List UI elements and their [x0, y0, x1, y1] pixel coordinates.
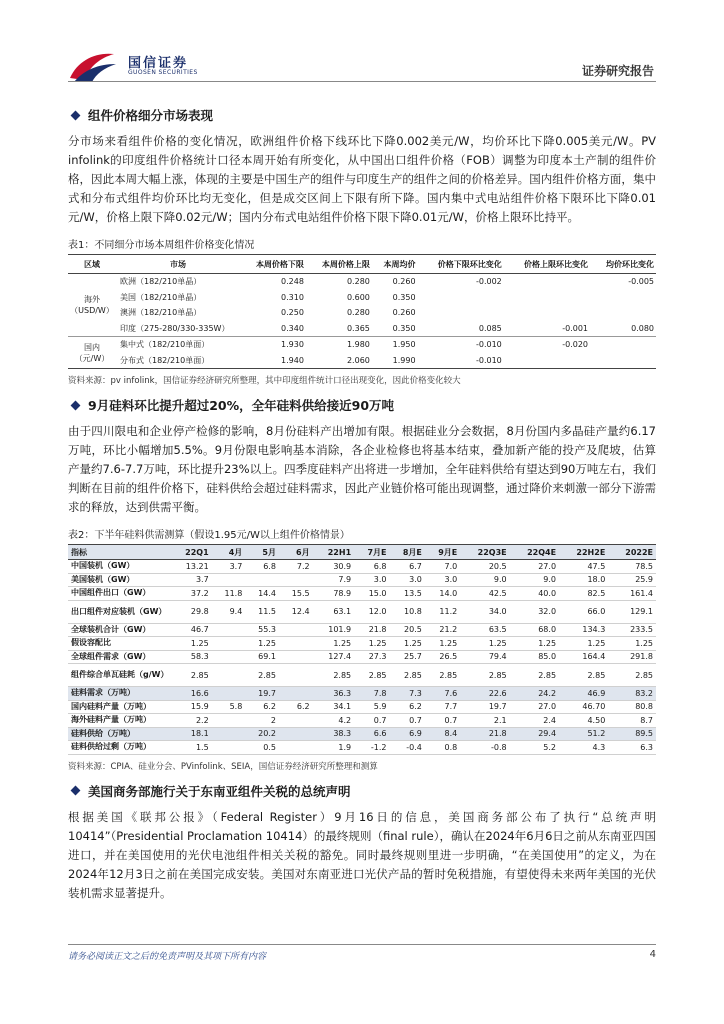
table-row — [68, 623, 656, 637]
market-cell: 印度（275-280/330-335W） — [120, 323, 230, 333]
table-row — [68, 700, 656, 714]
table-cell: 2.85 — [510, 664, 559, 687]
market-cell: 分布式（182/210单面） — [120, 355, 210, 365]
table-cell: 7.2 — [279, 560, 313, 574]
table-cell: 7.6 — [425, 687, 460, 701]
table-cell: 164.4 — [559, 650, 608, 664]
table-cell: 16.6 — [170, 687, 212, 701]
table-row — [68, 714, 656, 728]
table-cell — [212, 664, 246, 687]
table-cell: 27.3 — [354, 650, 389, 664]
table-cell: 79.4 — [460, 650, 509, 664]
region-cell: 国内（元/W） — [68, 337, 116, 369]
row-label: 假设容配比 — [68, 637, 170, 651]
table-cell: 34.0 — [460, 600, 509, 623]
table-source-note: 资料来源：CPIA、硅业分会、PVinfolink、SEIA，国信证券经济研究所整理和测算 — [68, 761, 378, 772]
table-cell: 0.350 — [392, 292, 416, 302]
table-cell: 85.0 — [510, 650, 559, 664]
column-header: 区域 — [68, 255, 116, 274]
row-label: 硅料供给过剩（万吨） — [68, 741, 170, 755]
row-label: 美国装机（GW） — [68, 573, 170, 587]
table-cell: 0.8 — [425, 741, 460, 755]
table-cell: 3.0 — [354, 573, 389, 587]
table-cell: 0.280 — [346, 308, 370, 318]
table-cell: -0.4 — [390, 741, 425, 755]
table-cell: 2.85 — [460, 664, 509, 687]
table-cell: 7.0 — [425, 560, 460, 574]
table-cell — [279, 573, 313, 587]
table-row — [68, 687, 656, 701]
table-cell: 6.2 — [279, 700, 313, 714]
table-cell: 66.0 — [559, 600, 608, 623]
table-cell: 2.85 — [354, 664, 389, 687]
table-cell: 8.7 — [608, 714, 656, 728]
table-cell: 2.85 — [425, 664, 460, 687]
logo-chinese-name: 国信证券 — [128, 56, 189, 71]
table-cell: 11.2 — [425, 600, 460, 623]
column-header: 4月 — [212, 545, 246, 560]
page-number: 4 — [649, 949, 656, 960]
paragraph: 根据美国《联邦公报》（Federal Register）9月16日的信息，美国商务部公布了执行“总统声明10414”（Presidential Proclamation 10414）的最终规则（final rule），确认在2024年6月6日之前从东南亚四国进口，并在美国使用的光伏电池组件相关关税的豁免。同时最终规则里进一步明确，“在美国使用”的定义，为在2024年12月3日之前在美国完成安装。美国对东南亚进口光伏产品的暂时免税措施，有望使得未来两年美国的光伏装机需求显著提升。 — [68, 809, 656, 900]
table-cell: 11.5 — [245, 600, 279, 623]
region-cell: 海外（USD/W） — [70, 295, 114, 315]
table-cell: 13.21 — [170, 560, 212, 574]
table-cell — [279, 637, 313, 651]
table-cell: 7.8 — [354, 687, 389, 701]
table-cell: 5.2 — [510, 741, 559, 755]
table-cell: 22.6 — [460, 687, 509, 701]
table-cell — [279, 623, 313, 637]
table-header-row — [68, 545, 656, 560]
table-cell: 78.9 — [313, 587, 355, 601]
table-cell — [279, 741, 313, 755]
table-cell: 27.0 — [510, 700, 559, 714]
table-cell: 18.0 — [559, 573, 608, 587]
footer-divider — [68, 944, 656, 945]
table-cell: -0.020 — [504, 337, 590, 353]
table-cell: 0.365 — [346, 323, 370, 333]
table-row — [68, 337, 656, 353]
table-cell: 38.3 — [313, 727, 355, 741]
table-cell: 34.1 — [313, 700, 355, 714]
polysilicon-supply-demand-table — [68, 544, 656, 755]
column-header: 22Q1 — [170, 545, 212, 560]
table-row — [68, 274, 656, 290]
table-row — [68, 741, 656, 755]
table-cell: 129.1 — [608, 600, 656, 623]
table-cell: 134.3 — [559, 623, 608, 637]
table-cell: -0.002 — [475, 277, 502, 287]
table-cell: 9.0 — [510, 573, 559, 587]
table-row — [68, 587, 656, 601]
row-label: 中国装机（GW） — [68, 560, 170, 574]
diamond-bullet-icon — [71, 400, 81, 410]
table-cell — [504, 353, 590, 369]
table-row — [68, 650, 656, 664]
section-title — [68, 396, 656, 414]
column-header: 价格上限环比变化 — [504, 255, 590, 274]
table-cell: 291.8 — [608, 650, 656, 664]
table-cell: 1.25 — [425, 637, 460, 651]
section-title — [68, 782, 656, 800]
table-cell: 89.5 — [608, 727, 656, 741]
table-row — [68, 637, 656, 651]
table-cell — [212, 573, 246, 587]
table-cell: 24.2 — [510, 687, 559, 701]
table-cell: 0.080 — [631, 323, 654, 333]
table-cell: 233.5 — [608, 623, 656, 637]
row-label: 硅料需求（万吨） — [68, 687, 170, 701]
table-cell: 68.0 — [510, 623, 559, 637]
table-cell — [212, 637, 246, 651]
table-cell: 19.7 — [245, 687, 279, 701]
row-label: 中国组件出口（GW） — [68, 587, 170, 601]
module-price-table — [68, 254, 656, 369]
table-cell: 0.260 — [392, 277, 416, 287]
table-cell: 0.340 — [281, 323, 304, 333]
row-label: 硅料供给（万吨） — [68, 727, 170, 741]
table-cell: 1.25 — [245, 637, 279, 651]
table-cell: 9.0 — [460, 573, 509, 587]
table-cell: 6.2 — [390, 700, 425, 714]
main-content — [68, 96, 656, 903]
table-title: 表2：下半年硅料供需测算（假设1.95元/W以上组件价格情景） — [68, 530, 350, 541]
table-cell: 2.85 — [608, 664, 656, 687]
table-cell: 7.9 — [313, 573, 355, 587]
table-cell: 10.8 — [390, 600, 425, 623]
table-cell: 15.0 — [354, 587, 389, 601]
table-cell: 20.5 — [390, 623, 425, 637]
table-cell: 1.950 — [372, 337, 418, 353]
table-cell: 0.280 — [346, 277, 370, 287]
table-cell: 26.5 — [425, 650, 460, 664]
table-cell: -0.010 — [475, 355, 502, 365]
table-cell: 15.5 — [279, 587, 313, 601]
table-cell — [212, 650, 246, 664]
table-cell: 2.1 — [460, 714, 509, 728]
table-cell: 0.7 — [425, 714, 460, 728]
table-cell: 2.4 — [510, 714, 559, 728]
table-cell: 12.4 — [279, 600, 313, 623]
table-cell: 7.7 — [425, 700, 460, 714]
section-title-text: 美国商务部施行关于东南亚组件关税的总统声明 — [88, 783, 351, 799]
table-cell: 36.3 — [313, 687, 355, 701]
table-cell: 55.3 — [245, 623, 279, 637]
column-header: 市场 — [116, 255, 240, 274]
table-cell: 6.2 — [245, 700, 279, 714]
table-cell: 25.9 — [608, 573, 656, 587]
table-cell: 0.7 — [390, 714, 425, 728]
table-cell: 1.25 — [460, 637, 509, 651]
table-cell: 78.5 — [608, 560, 656, 574]
section-title-text: 组件价格细分市场表现 — [88, 108, 214, 123]
table-cell: -0.005 — [628, 277, 654, 287]
table-cell: 6.8 — [354, 560, 389, 574]
row-label: 出口组件对应装机（GW） — [68, 600, 170, 623]
table-cell — [279, 650, 313, 664]
table-cell: 0.7 — [354, 714, 389, 728]
table-cell: -1.2 — [354, 741, 389, 755]
table-cell: 1.25 — [390, 637, 425, 651]
table-cell — [504, 305, 590, 321]
table-cell — [245, 573, 279, 587]
table-cell — [590, 305, 656, 321]
table-cell: 19.7 — [460, 700, 509, 714]
table-cell: 6.8 — [245, 560, 279, 574]
table-cell: 14.4 — [245, 587, 279, 601]
column-header: 2022E — [608, 545, 656, 560]
column-header: 均价环比变化 — [590, 255, 656, 274]
table-cell: 18.1 — [170, 727, 212, 741]
table-cell: 4.50 — [559, 714, 608, 728]
section-title-text: 9月硅料环比提升超过20%，全年硅料供给接近90万吨 — [88, 398, 395, 413]
row-label: 海外硅料产量（万吨） — [68, 714, 170, 728]
section-title — [68, 106, 656, 124]
table-cell: 1.25 — [559, 637, 608, 651]
table-cell: 46.70 — [559, 700, 608, 714]
table-cell: 29.8 — [170, 600, 212, 623]
table-cell: 2.060 — [346, 355, 370, 365]
table-cell: 101.9 — [313, 623, 355, 637]
table-cell — [212, 623, 246, 637]
table-cell: 6.7 — [390, 560, 425, 574]
table-cell: 83.2 — [608, 687, 656, 701]
table-cell: 47.5 — [559, 560, 608, 574]
table-cell — [279, 664, 313, 687]
table-cell: 15.9 — [170, 700, 212, 714]
table-row — [68, 353, 656, 369]
report-type-label: 证券研究报告 — [581, 64, 654, 78]
table-row — [68, 727, 656, 741]
table-cell: 40.0 — [510, 587, 559, 601]
table-cell: 27.0 — [510, 560, 559, 574]
header-divider — [68, 81, 656, 82]
table-cell: 1.9 — [313, 741, 355, 755]
table-cell: 1.25 — [354, 637, 389, 651]
table-cell: 0.250 — [281, 308, 304, 318]
table-cell: 8.4 — [425, 727, 460, 741]
row-label: 全球组件需求（GW） — [68, 650, 170, 664]
table-cell: 20.2 — [245, 727, 279, 741]
table-cell: 80.8 — [608, 700, 656, 714]
table-cell — [590, 353, 656, 369]
diamond-bullet-icon — [71, 110, 81, 120]
column-header: 8月E — [390, 545, 425, 560]
table-cell: 29.4 — [510, 727, 559, 741]
table-cell: 161.4 — [608, 587, 656, 601]
row-label: 组件综合单瓦硅耗（g/W） — [68, 664, 170, 687]
diamond-bullet-icon — [71, 786, 81, 796]
table-cell: 21.2 — [425, 623, 460, 637]
table-cell — [418, 305, 504, 321]
table-cell: 13.5 — [390, 587, 425, 601]
table-row — [68, 305, 656, 321]
table-cell: 1.980 — [306, 337, 372, 353]
table-cell: 2.85 — [559, 664, 608, 687]
table-cell: 127.4 — [313, 650, 355, 664]
table-cell: 1.930 — [240, 337, 306, 353]
table-cell: -0.001 — [562, 323, 588, 333]
table-cell: 0.600 — [346, 292, 370, 302]
table-cell: 6.9 — [390, 727, 425, 741]
column-header: 本周均价 — [372, 255, 418, 274]
table-cell — [279, 687, 313, 701]
row-label: 全球装机合计（GW） — [68, 623, 170, 637]
table-row — [68, 321, 656, 337]
table-row — [68, 573, 656, 587]
table-cell: 1.25 — [510, 637, 559, 651]
table-cell: -0.8 — [460, 741, 509, 755]
table-row — [68, 290, 656, 306]
table-cell: 32.0 — [510, 600, 559, 623]
table-cell — [590, 337, 656, 353]
table-cell: 1.990 — [392, 355, 416, 365]
table-cell: 2.85 — [245, 664, 279, 687]
market-cell: 美国（182/210单晶） — [120, 292, 202, 302]
table-row — [68, 664, 656, 687]
table-cell: 1.25 — [608, 637, 656, 651]
table-cell — [504, 274, 590, 290]
logo-english-name: GUOSEN SECURITIES — [128, 69, 198, 76]
column-header: 本周价格下限 — [240, 255, 306, 274]
table-cell: 3.0 — [390, 573, 425, 587]
table-cell: 2.2 — [170, 714, 212, 728]
table-cell: 37.2 — [170, 587, 212, 601]
table-cell: 20.5 — [460, 560, 509, 574]
table-cell: 1.940 — [281, 355, 304, 365]
table-cell: 3.7 — [170, 573, 212, 587]
column-header: 本周价格上限 — [306, 255, 372, 274]
column-header: 22H2E — [559, 545, 608, 560]
table-cell: 0.310 — [281, 292, 304, 302]
table-cell: 5.8 — [212, 700, 246, 714]
column-header: 22H1 — [313, 545, 355, 560]
table-cell: 21.8 — [354, 623, 389, 637]
table-cell: 4.2 — [313, 714, 355, 728]
table-cell: 11.8 — [212, 587, 246, 601]
table-cell: 21.8 — [460, 727, 509, 741]
table-cell — [279, 727, 313, 741]
paragraph: 分市场来看组件价格的变化情况，欧洲组件价格下线环比下降0.002美元/W，均价环比下降0.005美元/W。PV infolink的印度组件价格统计口径本周开始有所变化，从中国出口组件价格（FOB）调整为印度本土产制的组件价格，因此本周大幅上涨，体现的主要是中国生产的组件与印度生产的组件之间的价格差异。国内组件价格方面，集中式和分布式组件均价环比均无变化，但是成交区间上下限有所下降。国内集中式电站组件价格下限环比下降0.01元/W，价格上限下降0.02元/W；国内分布式电站组件价格下限下降0.01元/W，价格上限环比持平。 — [68, 134, 656, 224]
footer-disclaimer: 请务必阅读正文之后的免责声明及其项下所有内容 — [68, 952, 267, 962]
table-cell: 7.3 — [390, 687, 425, 701]
table-cell: 0.350 — [392, 323, 416, 333]
column-header: 9月E — [425, 545, 460, 560]
table-row — [68, 560, 656, 574]
table-cell: 6.6 — [354, 727, 389, 741]
column-header: 指标 — [68, 545, 170, 560]
row-label: 国内硅料产量（万吨） — [68, 700, 170, 714]
table-cell: 1.25 — [170, 637, 212, 651]
table-cell: 63.5 — [460, 623, 509, 637]
table-cell — [418, 290, 504, 306]
table-cell: 3.0 — [425, 573, 460, 587]
table-cell — [590, 290, 656, 306]
table-cell — [212, 687, 246, 701]
table-cell: 58.3 — [170, 650, 212, 664]
table-cell: 9.4 — [212, 600, 246, 623]
table-cell: 2.85 — [390, 664, 425, 687]
table-cell: 2.85 — [313, 664, 355, 687]
table-cell: 1.25 — [313, 637, 355, 651]
table-title: 表1：不同细分市场本周组件价格变化情况 — [68, 240, 255, 251]
market-cell: 澳洲（182/210单晶） — [120, 308, 202, 318]
table-cell: 1.5 — [170, 741, 212, 755]
table-cell: -0.010 — [418, 337, 504, 353]
table-cell: 4.3 — [559, 741, 608, 755]
table-cell: 2.85 — [170, 664, 212, 687]
table-cell: 69.1 — [245, 650, 279, 664]
table-cell: 6.3 — [608, 741, 656, 755]
table-cell: 82.5 — [559, 587, 608, 601]
table-cell — [279, 714, 313, 728]
table-row — [68, 600, 656, 623]
market-cell: 集中式（182/210单面） — [116, 337, 240, 353]
table-cell: 0.085 — [478, 323, 502, 333]
table-source-note: 资料来源：pv infolink，国信证券经济研究所整理，其中印度组件统计口径出现变化，因此价格变化较大 — [68, 376, 461, 386]
table-cell: 42.5 — [460, 587, 509, 601]
table-cell: 0.248 — [281, 277, 304, 287]
table-cell: 63.1 — [313, 600, 355, 623]
column-header: 6月 — [279, 545, 313, 560]
table-cell: 5.9 — [354, 700, 389, 714]
guosen-logo-icon — [68, 50, 118, 84]
table-cell: 30.9 — [313, 560, 355, 574]
table-cell — [212, 741, 246, 755]
column-header: 价格下限环比变化 — [418, 255, 504, 274]
table-cell: 14.0 — [425, 587, 460, 601]
column-header: 7月E — [354, 545, 389, 560]
column-header: 5月 — [245, 545, 279, 560]
column-header: 22Q4E — [510, 545, 559, 560]
paragraph: 由于四川限电和企业停产检修的影响，8月份硅料产出增加有限。根据硅业分会数据，8月份国内多晶硅产量约6.17万吨，环比小幅增加5.5%。9月份限电影响基本消除，各企业检修也将基本结束，叠加新产能的投产及爬坡，估算产量约7.6-7.7万吨，环比提升23%以上。四季度硅料产出将进一步增加，全年硅料供给有望达到90万吨左右，我们判断在目前的组件价格下，硅料供给会超过硅料需求，因此产业链价格可能出现调整，通过降价来刺激一部分下游需求的释放，达到供需平衡。 — [68, 424, 656, 514]
table-cell: 46.9 — [559, 687, 608, 701]
table-cell — [212, 714, 246, 728]
table-cell — [212, 727, 246, 741]
table-cell: 12.0 — [354, 600, 389, 623]
table-cell: 25.7 — [390, 650, 425, 664]
column-header: 22Q3E — [460, 545, 509, 560]
table-cell: 46.7 — [170, 623, 212, 637]
table-header-row — [68, 255, 656, 274]
table-cell — [504, 290, 590, 306]
table-cell: 51.2 — [559, 727, 608, 741]
market-cell: 欧洲（182/210单晶） — [120, 277, 202, 287]
table-cell: 2 — [245, 714, 279, 728]
table-cell: 0.5 — [245, 741, 279, 755]
page-header — [0, 0, 724, 80]
table-cell: 0.260 — [392, 308, 416, 318]
table-cell: 3.7 — [212, 560, 246, 574]
